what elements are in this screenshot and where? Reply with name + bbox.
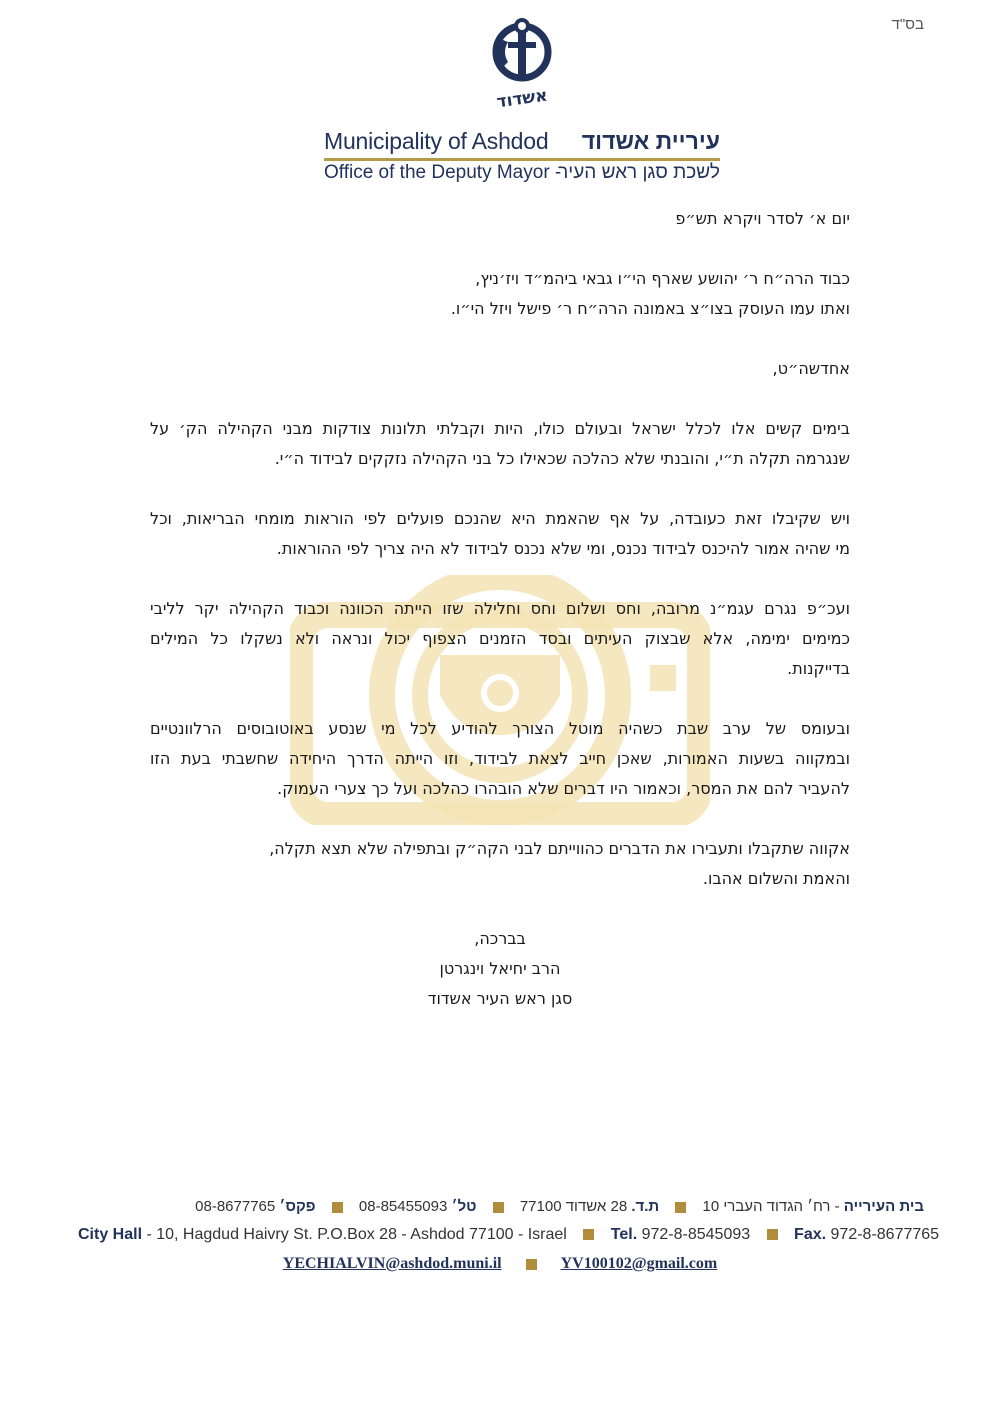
closing: בברכה, [474, 929, 526, 948]
footer-english [78, 1226, 939, 1244]
greeting: אחדשה״ט, [772, 359, 850, 378]
footer-tel-label-he: טל׳ [451, 1198, 477, 1215]
letter-date-block [150, 204, 850, 234]
greeting-block [150, 354, 850, 384]
paragraph-line: בדייקנות. [787, 659, 850, 678]
municipality-name-he: עיריית אשדוד [581, 128, 720, 154]
office-name-he: לשכת סגן ראש העיר [558, 162, 720, 183]
footer-emails [0, 1255, 1000, 1273]
paragraph-line: אקווה שתקבלו ותעבירו את הדברים כהווייתם לבני הקה״ק ובתפילה שלא תצא תקלה, [269, 839, 850, 858]
footer-fax-he: 08-8677765 [195, 1198, 276, 1215]
footer-pobox-label-he: ת.ד. [631, 1198, 660, 1215]
footer-address-he: - רח׳ הגדוד העברי 10 [702, 1198, 840, 1215]
signer-title: סגן ראש העיר אשדוד [427, 989, 573, 1008]
letter-date: יום א׳ לסדר ויקרא תש״פ [675, 209, 850, 228]
body-paragraph [150, 504, 850, 564]
paragraph-line: ובמקווה בשעות האמורות, שאכן חייב לצאת לבידוד, וזו הייתה הדרך היחידה שחשבתי בעת הזו [150, 749, 850, 768]
municipality-line [324, 128, 720, 158]
footer-separator [767, 1229, 778, 1240]
footer-pobox-he: 28 אשדוד 77100 [519, 1198, 628, 1215]
addressee-line: כבוד הרה״ח ר׳ יהושע שארף הי״ו גבאי ביהמ״ד ויז׳ניץ, [475, 269, 850, 288]
paragraph-line: ועכ״פ נגרם עגמ״נ מרובה, וחס ושלום וחס וחלילה שזו הייתה הכוונה וכבוד הקהילה יקר לליבי [150, 599, 850, 618]
body-paragraph [150, 594, 850, 684]
paragraph-line: בימים קשים אלו לכלל ישראל ובעולם כולו, היות וקבלתי תלונות צודקות מבני הקהילה הק׳ על [150, 419, 850, 438]
footer-fax-label-he: פקס׳ [279, 1198, 316, 1215]
body-paragraph [150, 714, 850, 804]
paragraph-line: מי שהיה אמור להיכנס לבידוד נכנס, ומי שלא נכנס לבידוד לא היה צריך לפי ההוראות. [276, 539, 850, 558]
signer-name: הרב יחיאל וינגרטן [439, 959, 561, 978]
body-paragraph [150, 834, 850, 894]
ashdod-anchor-logo [482, 18, 562, 112]
footer-fax-label-en: Fax. [794, 1226, 827, 1243]
footer-separator [493, 1202, 504, 1213]
email-link-secondary[interactable]: YV100102@gmail.com [560, 1255, 718, 1272]
addressee-block [150, 264, 850, 324]
logo-lettering: אשדוד [495, 85, 549, 112]
footer-separator [332, 1202, 343, 1213]
bsd-mark: בס"ד [891, 16, 924, 33]
footer-fax-en: 972-8-8677765 [830, 1226, 940, 1243]
office-line [324, 162, 720, 188]
paragraph-line: ובעומס של ערב שבת כשהיה מוטל הצורך להודיע לכל מי שנסע באוטובוסים הרלוונטיים [150, 719, 850, 738]
municipality-name-en: Municipality of Ashdod [324, 128, 549, 154]
footer-address-en: - 10, Hagdud Haivry St. P.O.Box 28 - Ashdod 77100 - Israel [146, 1226, 567, 1243]
footer-separator [583, 1229, 594, 1240]
header-divider [324, 158, 720, 161]
paragraph-line: והאמת והשלום אהבו. [702, 869, 850, 888]
footer-cityhall-label-en: City Hall [78, 1226, 143, 1243]
footer-tel-he: 08-85455093 [358, 1198, 448, 1215]
addressee-line: ואתו עמו העוסק בצו״צ באמונה הרה״ח ר׳ פישל ויזל הי״ו. [450, 299, 850, 318]
footer-separator [675, 1202, 686, 1213]
email-link-primary[interactable]: YECHIALVIN@ashdod.muni.il [282, 1255, 502, 1272]
footer-cityhall-label-he: בית העירייה [843, 1198, 924, 1215]
footer-tel-en: 972-8-8545093 [641, 1226, 751, 1243]
paragraph-line: ויש שקיבלו זאת כעובדה, על אף שהאמת היא שהנכם פועלים לפי הוראות מומחי הבריאות, וכל [150, 509, 850, 528]
body-paragraph [150, 414, 850, 474]
office-name-en: Office of the Deputy Mayor - [324, 162, 562, 183]
paragraph-line: שנגרמה תקלה ת״י, והובנתי שלא כהלכה שכאילו כל בני הקהילה נזקקים לבידוד ה״י. [274, 449, 850, 468]
paragraph-line: להעביר להם את המסר, וכאמור היו דברים שלא הובהרו כהלכה ועל כך צערי העמוק. [277, 779, 850, 798]
footer-separator [526, 1259, 537, 1270]
paragraph-line: כמימים ימימה, אלא שבצוק העיתים ובסד הזמנים הצפוף יכול ונראה ולא נשקלו כל המילים [150, 629, 850, 648]
footer-tel-label-en: Tel. [610, 1226, 638, 1243]
footer-hebrew [195, 1198, 924, 1215]
signature-block [300, 924, 700, 1014]
